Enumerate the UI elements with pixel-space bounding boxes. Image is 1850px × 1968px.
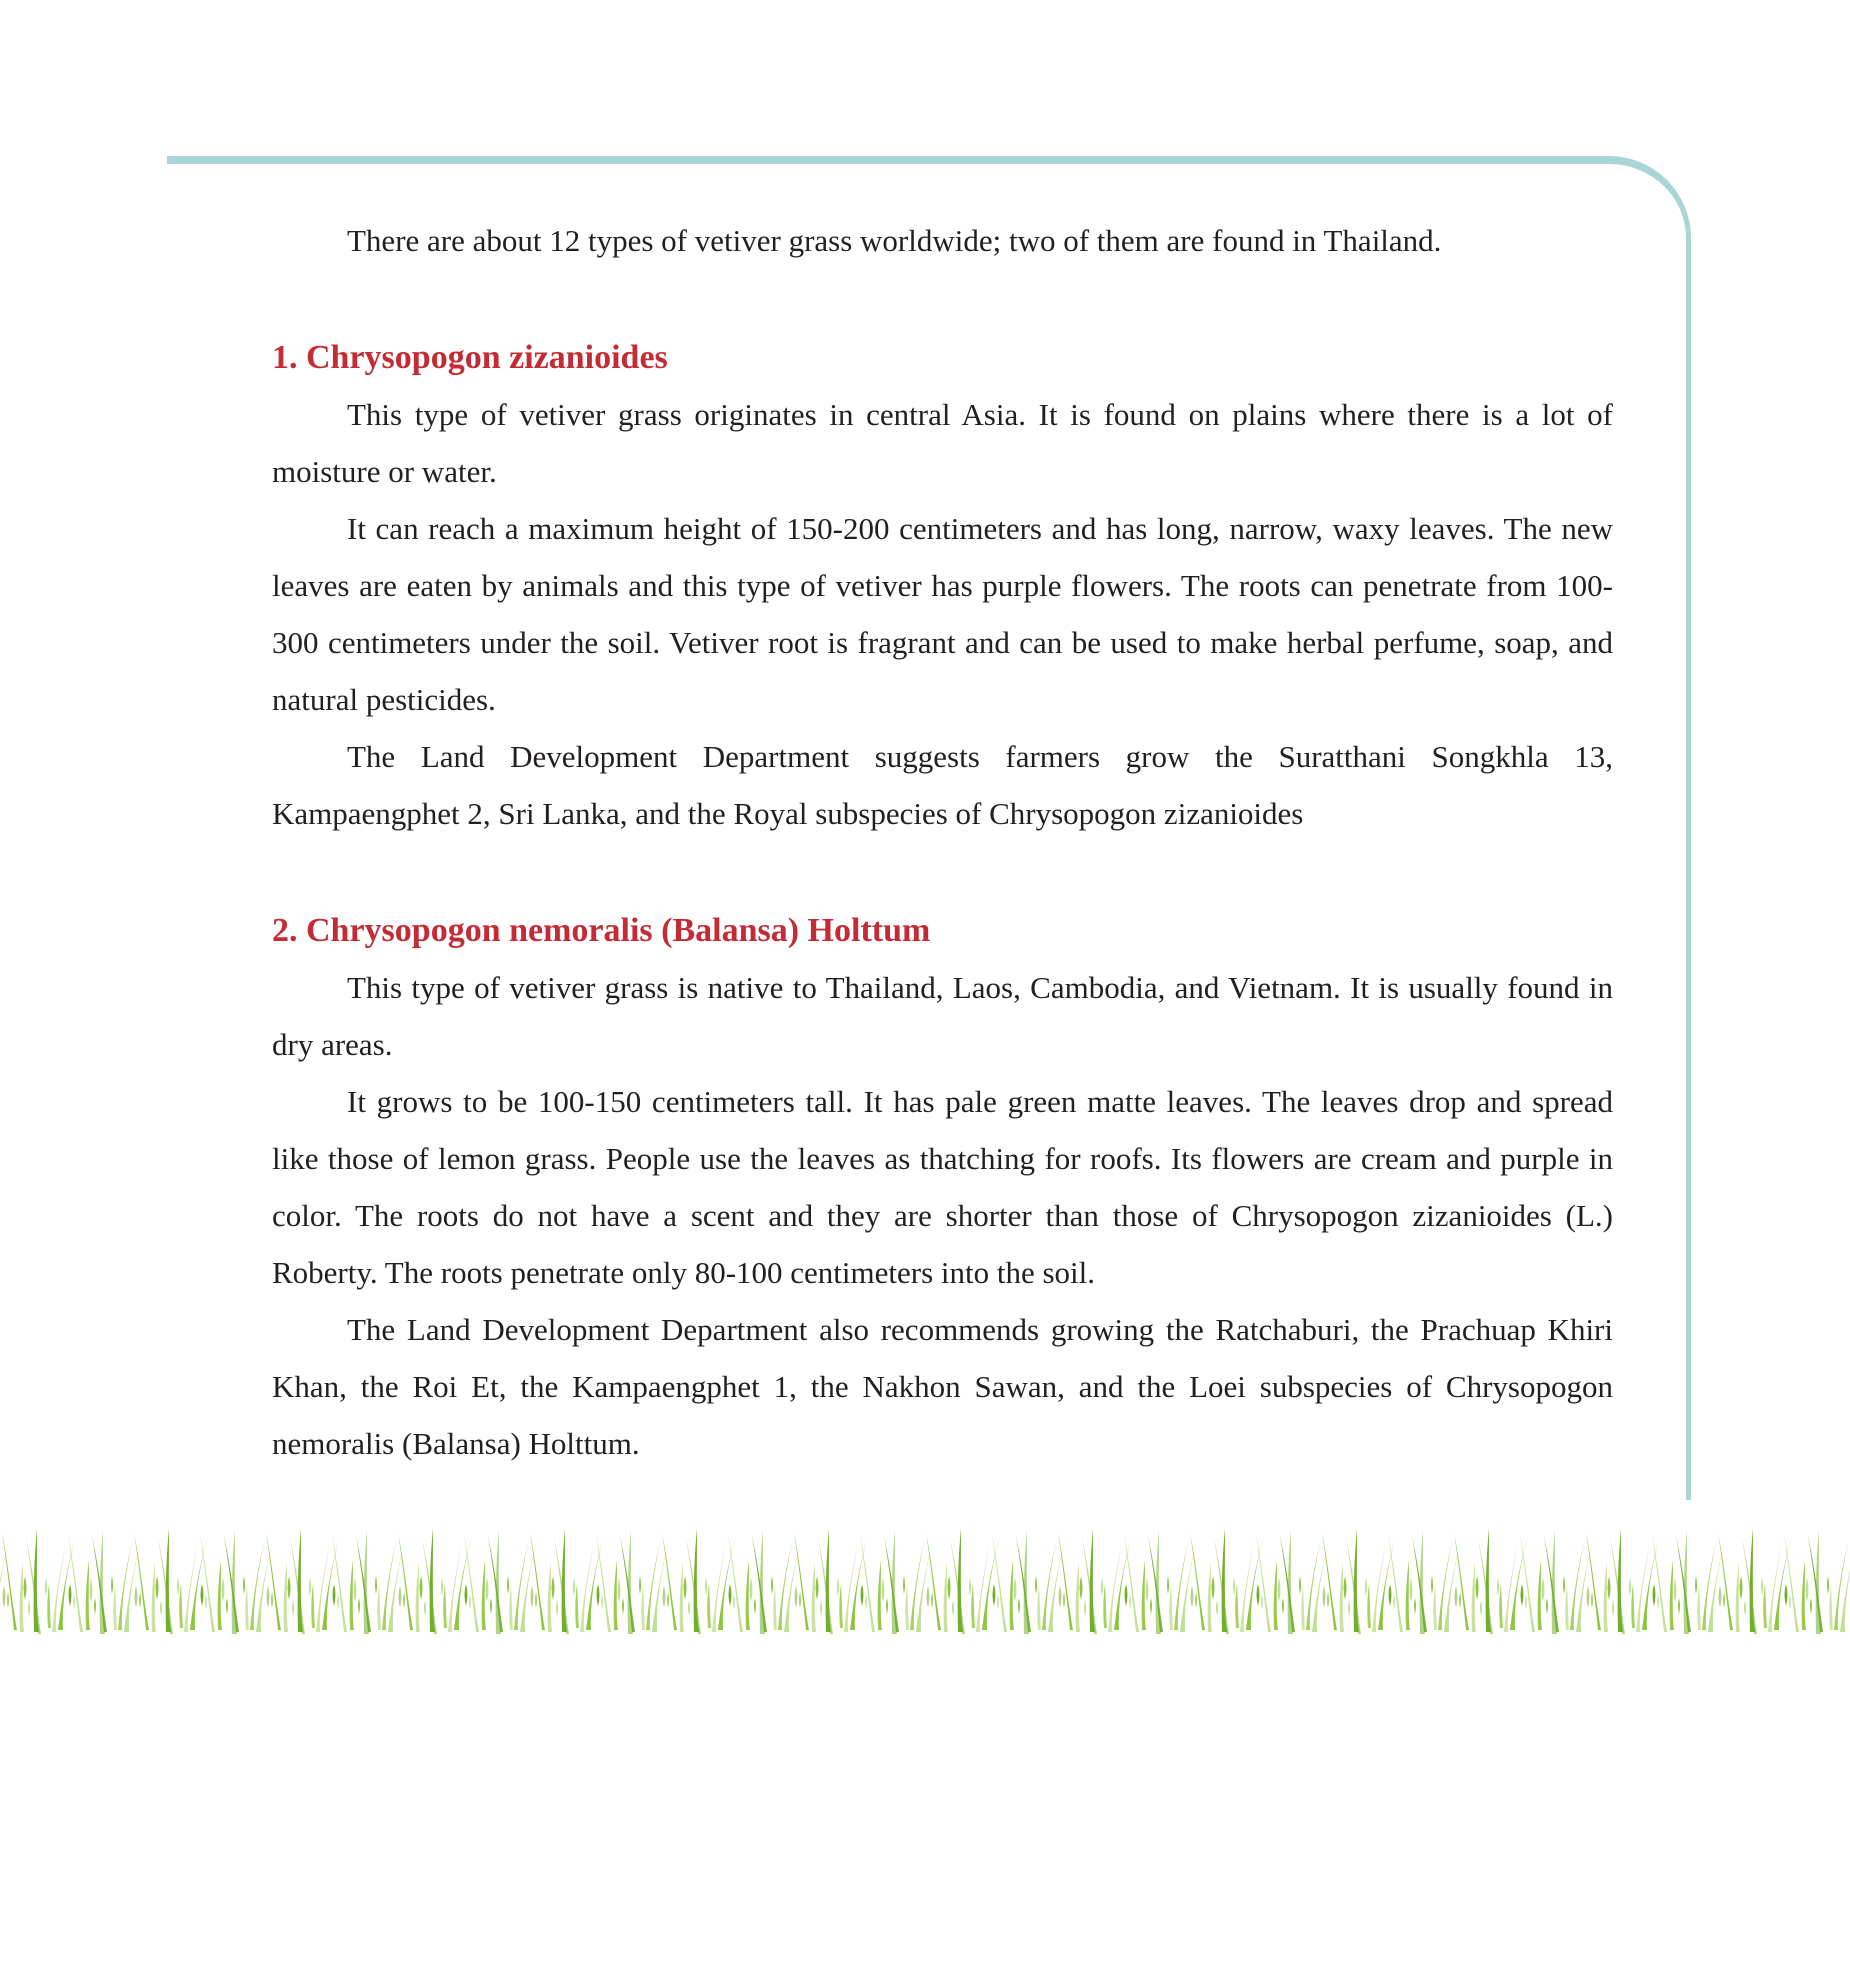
section-2-paragraph-2: It grows to be 100-150 centimeters tall. It has pale green matte leaves. The leaves drop and spread like those of lemon grass. People use the leaves as thatching for roofs. Its flowers are cream and purple in color. The roots do not have a scent and they are shorter than those of Chrysopogon zizanioides (L.) Roberty. The roots penetrate only 80-100 centimeters into the soil. <box>272 1084 1613 1290</box>
grass-decoration-band <box>0 1522 1850 1636</box>
section-1-heading: 1. Chrysopogon zizanioides <box>272 339 668 376</box>
text-content <box>272 212 1613 1472</box>
section-1-paragraph-2: It can reach a maximum height of 150-200 centimeters and has long, narrow, waxy leaves. The new leaves are eaten by animals and this type of vetiver has purple flowers. The roots can penetrate from 100-300 centimeters under the soil. Vetiver root is fragrant and can be used to make herbal perfume, soap, and natural pesticides. <box>272 511 1613 717</box>
section-1-paragraph-3: The Land Development Department suggests farmers grow the Suratthani Songkhla 13, Kampaengphet 2, Sri Lanka, and the Royal subspecies of Chrysopogon zizanioides <box>272 739 1613 831</box>
section-2-heading: 2. Chrysopogon nemoralis (Balansa) Holttum <box>272 912 931 949</box>
intro-paragraph: There are about 12 types of vetiver grass worldwide; two of them are found in Thailand. <box>347 223 1442 258</box>
section-chrysopogon-zizanioides <box>272 329 1613 842</box>
section-chrysopogon-nemoralis <box>272 902 1613 1472</box>
section-2-paragraph-3: The Land Development Department also recommends growing the Ratchaburi, the Prachuap Khiri Khan, the Roi Et, the Kampaengphet 1, the Nakhon Sawan, and the Loei subspecies of Chrysopogon nemoralis (Balansa) Holttum. <box>272 1312 1613 1461</box>
grass-illustration-icon <box>0 1522 1850 1636</box>
section-2-paragraph-1: This type of vetiver grass is native to Thailand, Laos, Cambodia, and Vietnam. It is usually found in dry areas. <box>272 970 1613 1062</box>
section-1-paragraph-1: This type of vetiver grass originates in central Asia. It is found on plains where there is a lot of moisture or water. <box>272 397 1613 489</box>
